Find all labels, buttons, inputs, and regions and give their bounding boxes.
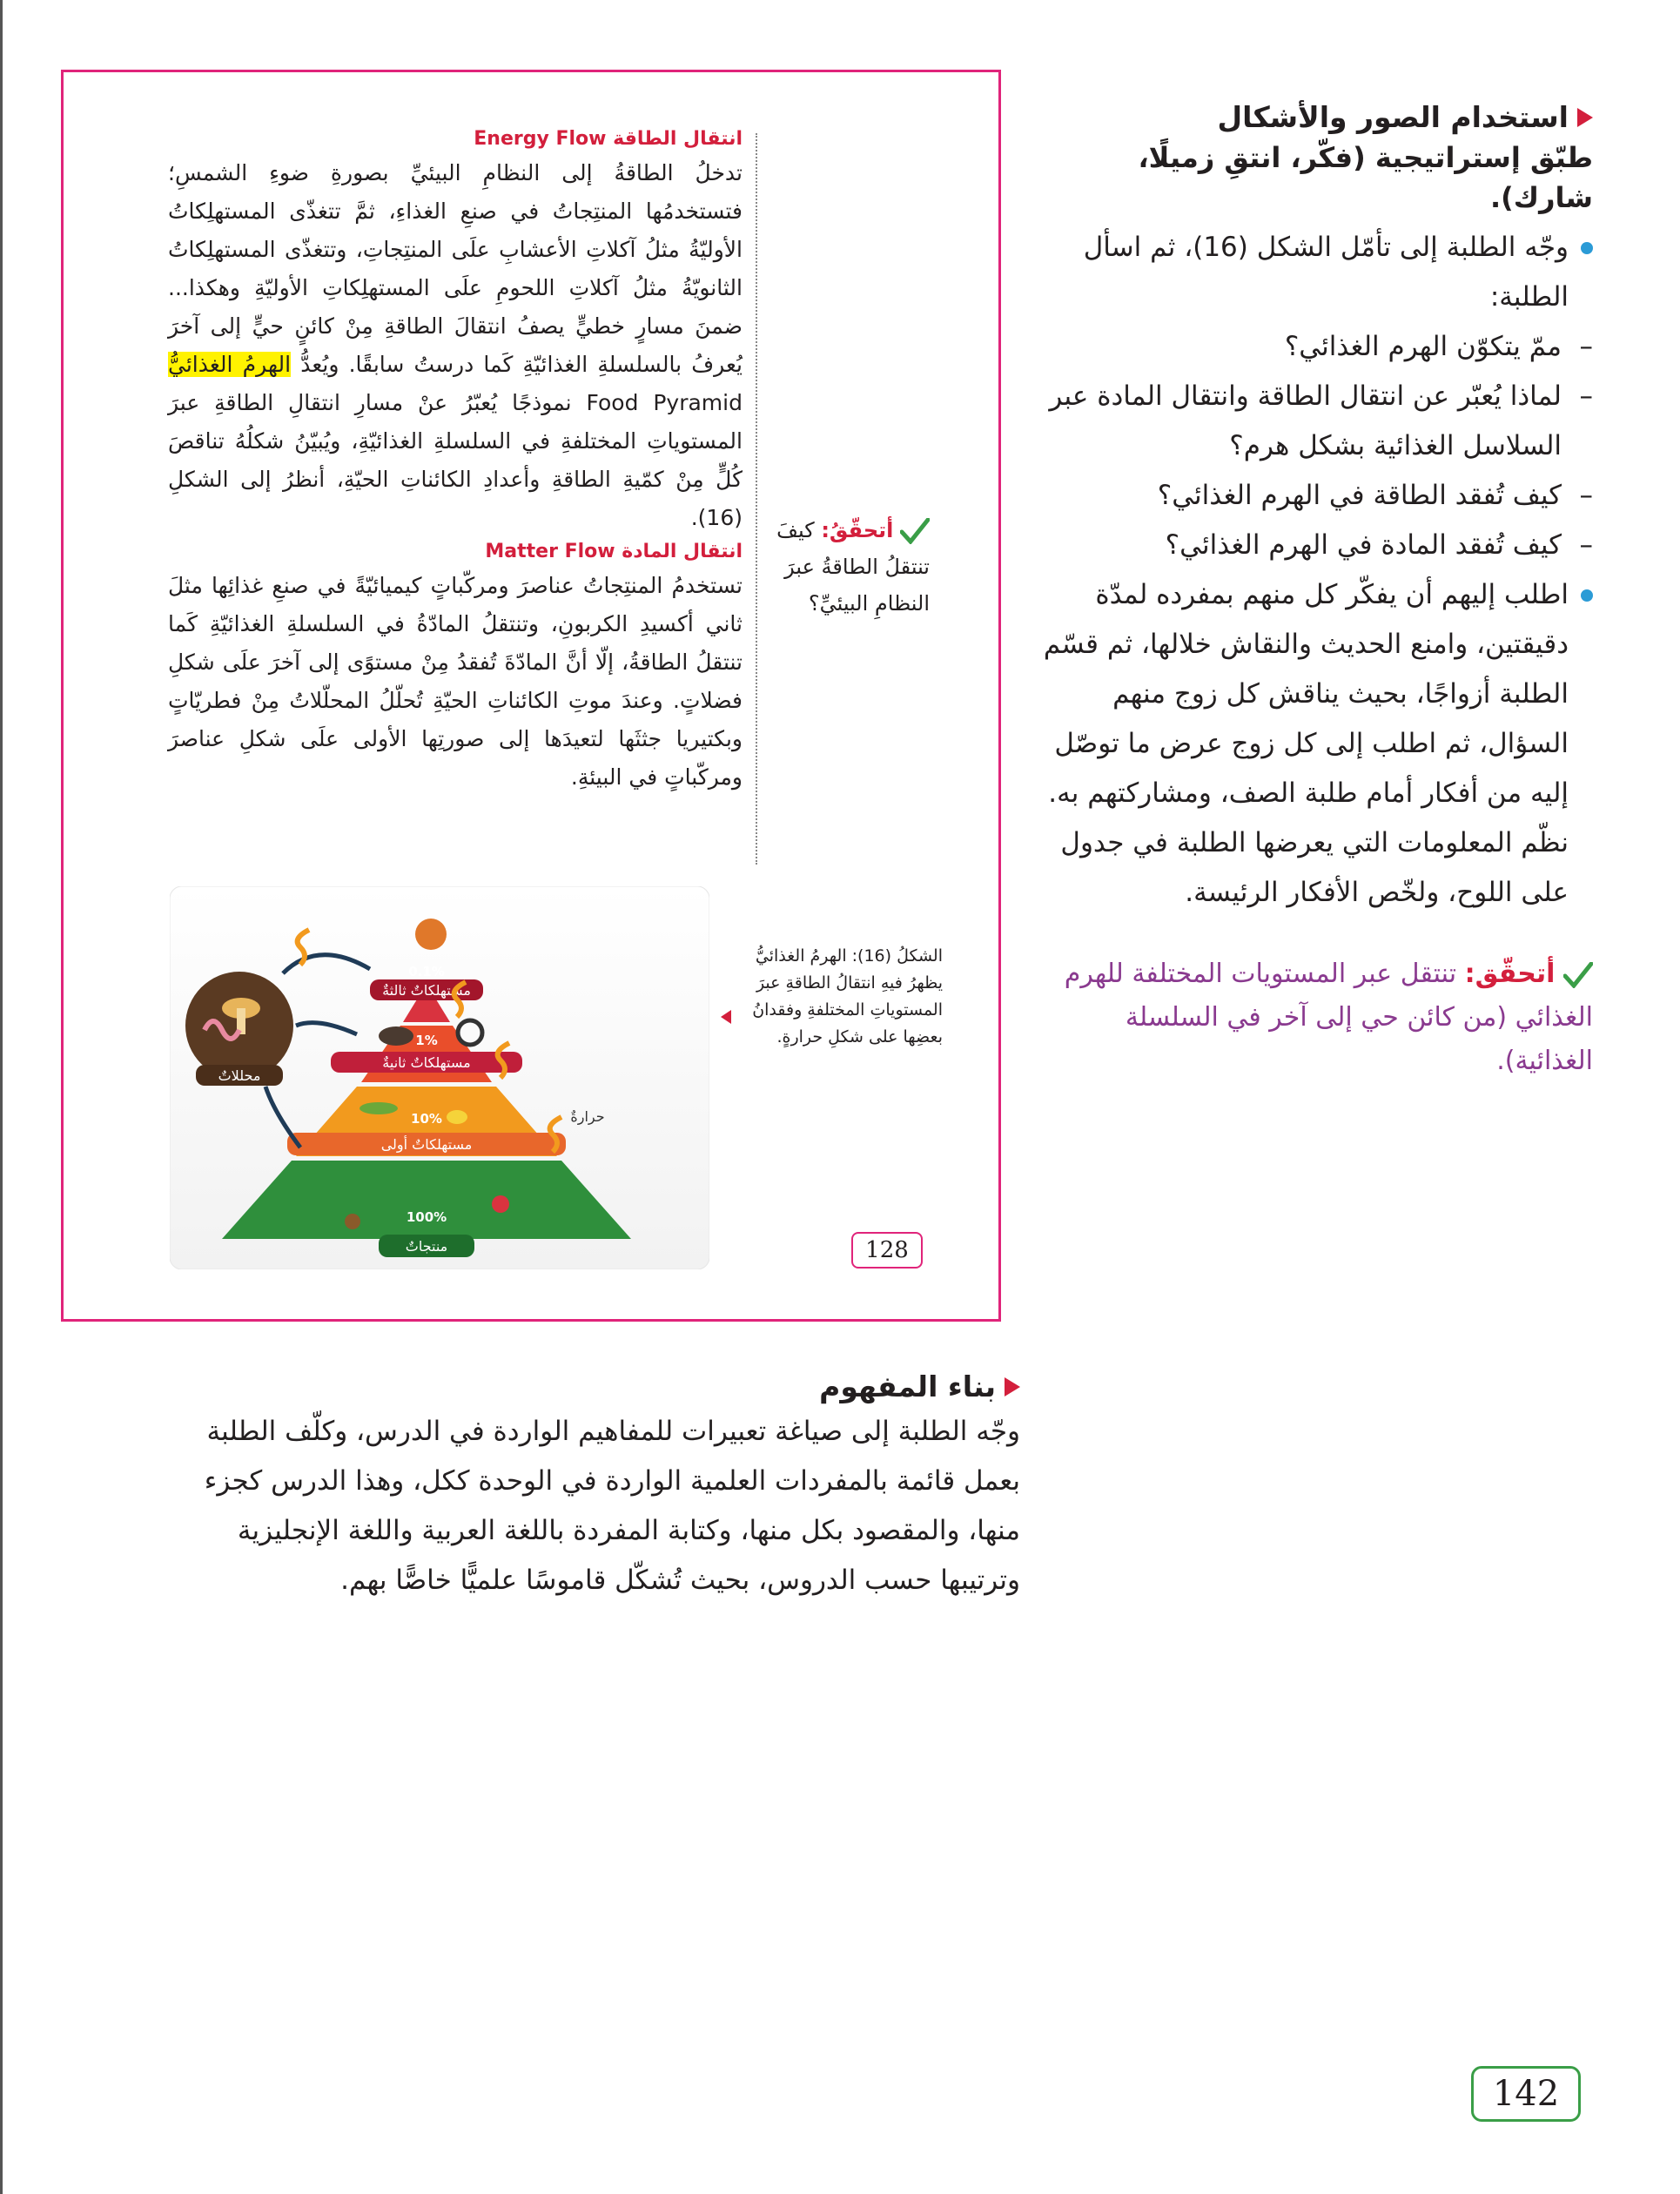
question-item: – كيف تُفقد المادة في الهرم الغذائي؟ (1036, 521, 1593, 570)
checkmark-icon (1563, 962, 1593, 988)
level-label: منتجاتٌ (405, 1238, 448, 1255)
triangle-marker-icon (1577, 108, 1593, 127)
question-item: – كيف تُفقد الطاقة في الهرم الغذائي؟ (1036, 471, 1593, 521)
bullet-instruction: وجّه الطلبة إلى تأمّل الشكل (16)، ثم اسأل الطلبة: (1036, 223, 1593, 322)
level-label: مستهلكاتٌ أولى (380, 1136, 473, 1153)
section-heading (1036, 98, 1593, 138)
guide-column (1036, 98, 1593, 1083)
berry-icon (492, 1195, 509, 1213)
bee-icon (447, 1110, 467, 1124)
concept-section (150, 1367, 1020, 1605)
energy-percent: 10% (411, 1111, 442, 1127)
student-book-page (61, 70, 1001, 1322)
check-answer (1036, 952, 1593, 1083)
fox-icon (415, 919, 447, 950)
energy-percent: 1% (415, 1033, 438, 1048)
check-text: تنتقل عبر المستويات المختلفة للهرم الغذائي (من كائن حي إلى آخر في السلسلة الغذائية). (1064, 959, 1593, 1076)
section-title: استخدام الصور والأشكال (1217, 100, 1569, 134)
mouse-icon (379, 1026, 413, 1046)
grasshopper-icon (360, 1102, 398, 1114)
level-label: مستهلكاتٌ ثانيةٌ (382, 1054, 471, 1071)
page-edge (0, 0, 3, 2194)
question-item: – ممّ يتكوّن الهرم الغذائي؟ (1036, 322, 1593, 372)
page-number: 142 (1471, 2066, 1581, 2122)
matter-flow-heading: انتقال المادة Matter Flow (485, 541, 743, 562)
highlighted-term: الهرمُ الغذائيُّ (168, 352, 292, 377)
triangle-marker-icon (1005, 1377, 1020, 1396)
level-label: مستهلكاتٌ ثالثةٌ (382, 982, 471, 999)
book-main-text (168, 125, 743, 797)
decomposers-label: محللاتٌ (218, 1067, 261, 1084)
question-item: – لماذا يُعبّر عن انتقال الطاقة وانتقال المادة عبر السلاسل الغذائية بشكل هرم؟ (1036, 372, 1593, 471)
concept-heading (150, 1367, 1020, 1407)
pyramid-tier-producers (222, 1161, 631, 1239)
strategy-title: طبّق إستراتيجية (فكّر، انتقِ زميلًا، شارك). (1138, 141, 1593, 214)
check-label: أتحقّقُ: (821, 518, 894, 542)
checkmark-icon (900, 518, 930, 544)
energy-percent: 100% (406, 1209, 447, 1225)
energy-flow-heading: انتقال الطاقة Energy Flow (474, 128, 743, 150)
bullet-instruction: اطلب إليهم أن يفكّر كل منهم بمفرده لمدّة دقيقتين، وامنع الحديث والنقاش خلالها، ثم قسّم الطلبة أزواجًا، بحيث يناقش كل زوج منهم السؤال، ثم اطلب إلى كل زوج عرض ما توصّل إليه من أفكار أمام طلبة الصف، ومشاركتهم به. نظّم المعلومات التي يعرضها الطلبة في جدول على اللوح، ولخّص الأفكار الرئيسة. (1036, 570, 1593, 918)
concept-title: بناء المفهوم (819, 1370, 996, 1403)
matter-flow-paragraph: تستخدمُ المنتِجاتُ عناصرَ ومركّباتٍ كيميائيّةً في صنعِ غذائِها مثلَ ثاني أكسيدِ الكربونِ، وتنتقلُ المادّةُ في السلسلةِ الغذائيّةِ كَما تنتقلُ الطاقةُ، إلّا أنَّ المادّةَ تُفقدُ مِنْ مستوًى إلى آخرَ علَى شكلِ فضلاتٍ. وعندَ موتِ الكائناتِ الحيّةِ تُحلّلُ المحلّلاتُ مِنْ فطريّاتٍ وبكتيريا جثثَها لتعيدَها إلى صورتِها الأولى علَى شكلِ عناصرَ ومركّباتٍ في البيئةِ. (168, 573, 743, 790)
energy-flow-paragraph: تدخلُ الطاقةُ إلى النظامِ البيئيِّ بصورةِ ضوءِ الشمسِ؛ فتستخدمُها المنتِجاتُ في صنعِ الغذاءِ، ثمَّ تتغذّى المستهلِكاتُ الأوليّةُ مثلُ آكلاتِ الأعشابِ علَى المنتِجاتِ، وتتغذّى المستهلِكاتُ الثانويّةُ مثلُ آكلاتِ اللحومِ علَى المستهلِكاتِ الأوليّةِ وهكذا... ضمنَ مسارٍ خطيٍّ يصفُ انتقالَ الطاقةِ مِنْ كائنٍ حيٍّ إلى آخرَ يُعرفُ بالسلسلةِ الغذائيّةِ كَما درستُ سابقًا. ويُعدُّ الهرمُ الغذائيُّ Food Pyramid نموذجًا يُعبّرُ عنْ مسارِ انتقالِ الطاقةِ عبرَ المستوياتِ المختلفةِ في السلسلةِ الغذائيّةِ، ويُبيّنُ شكلُهُ تناقصَ كُلٍّ مِنْ كمّيةِ الطاقةِ وأعدادِ الكائناتِ الحيّةِ، أنظرُ إلى الشكلِ (16). (168, 160, 743, 530)
check-label: أتحقّق: (1464, 959, 1556, 989)
column-divider (756, 133, 757, 865)
concept-paragraph: وجّه الطلبة إلى صياغة تعبيرات للمفاهيم الواردة في الدرس، وكلّف الطلبة بعمل قائمة بالمفردات العلمية الواردة في الوحدة ككل، وهذا الدرس كجزء منها، والمقصود بكل منها، وكتابة المفردة باللغة العربية واللغة الإنجليزية وترتيبها حسب الدروس، بحيث تُشكّل قاموسًا علميًّا خاصًّا بهم. (204, 1416, 1020, 1596)
caption-pointer-icon (721, 1010, 731, 1024)
book-page-number: 128 (851, 1232, 923, 1269)
food-pyramid-figure (170, 886, 709, 1269)
book-check-box (764, 512, 930, 622)
heat-label: حرارةٌ (570, 1108, 605, 1125)
energy-percent: 0.1% (408, 964, 445, 979)
check-question: كيفَ تنتقلُ الطاقةُ عبرَ النظامِ البيئيِّ؟ (776, 518, 930, 616)
figure-caption: الشكلُ (16): الهرمُ الغذائيُّ يظهرُ فيهِ انتقالُ الطاقةِ عبرَ المستوياتِ المختلفةِ وفقدانُ بعضِها على شكلِ حرارةٍ. (752, 946, 943, 1047)
acorn-icon (345, 1214, 360, 1229)
